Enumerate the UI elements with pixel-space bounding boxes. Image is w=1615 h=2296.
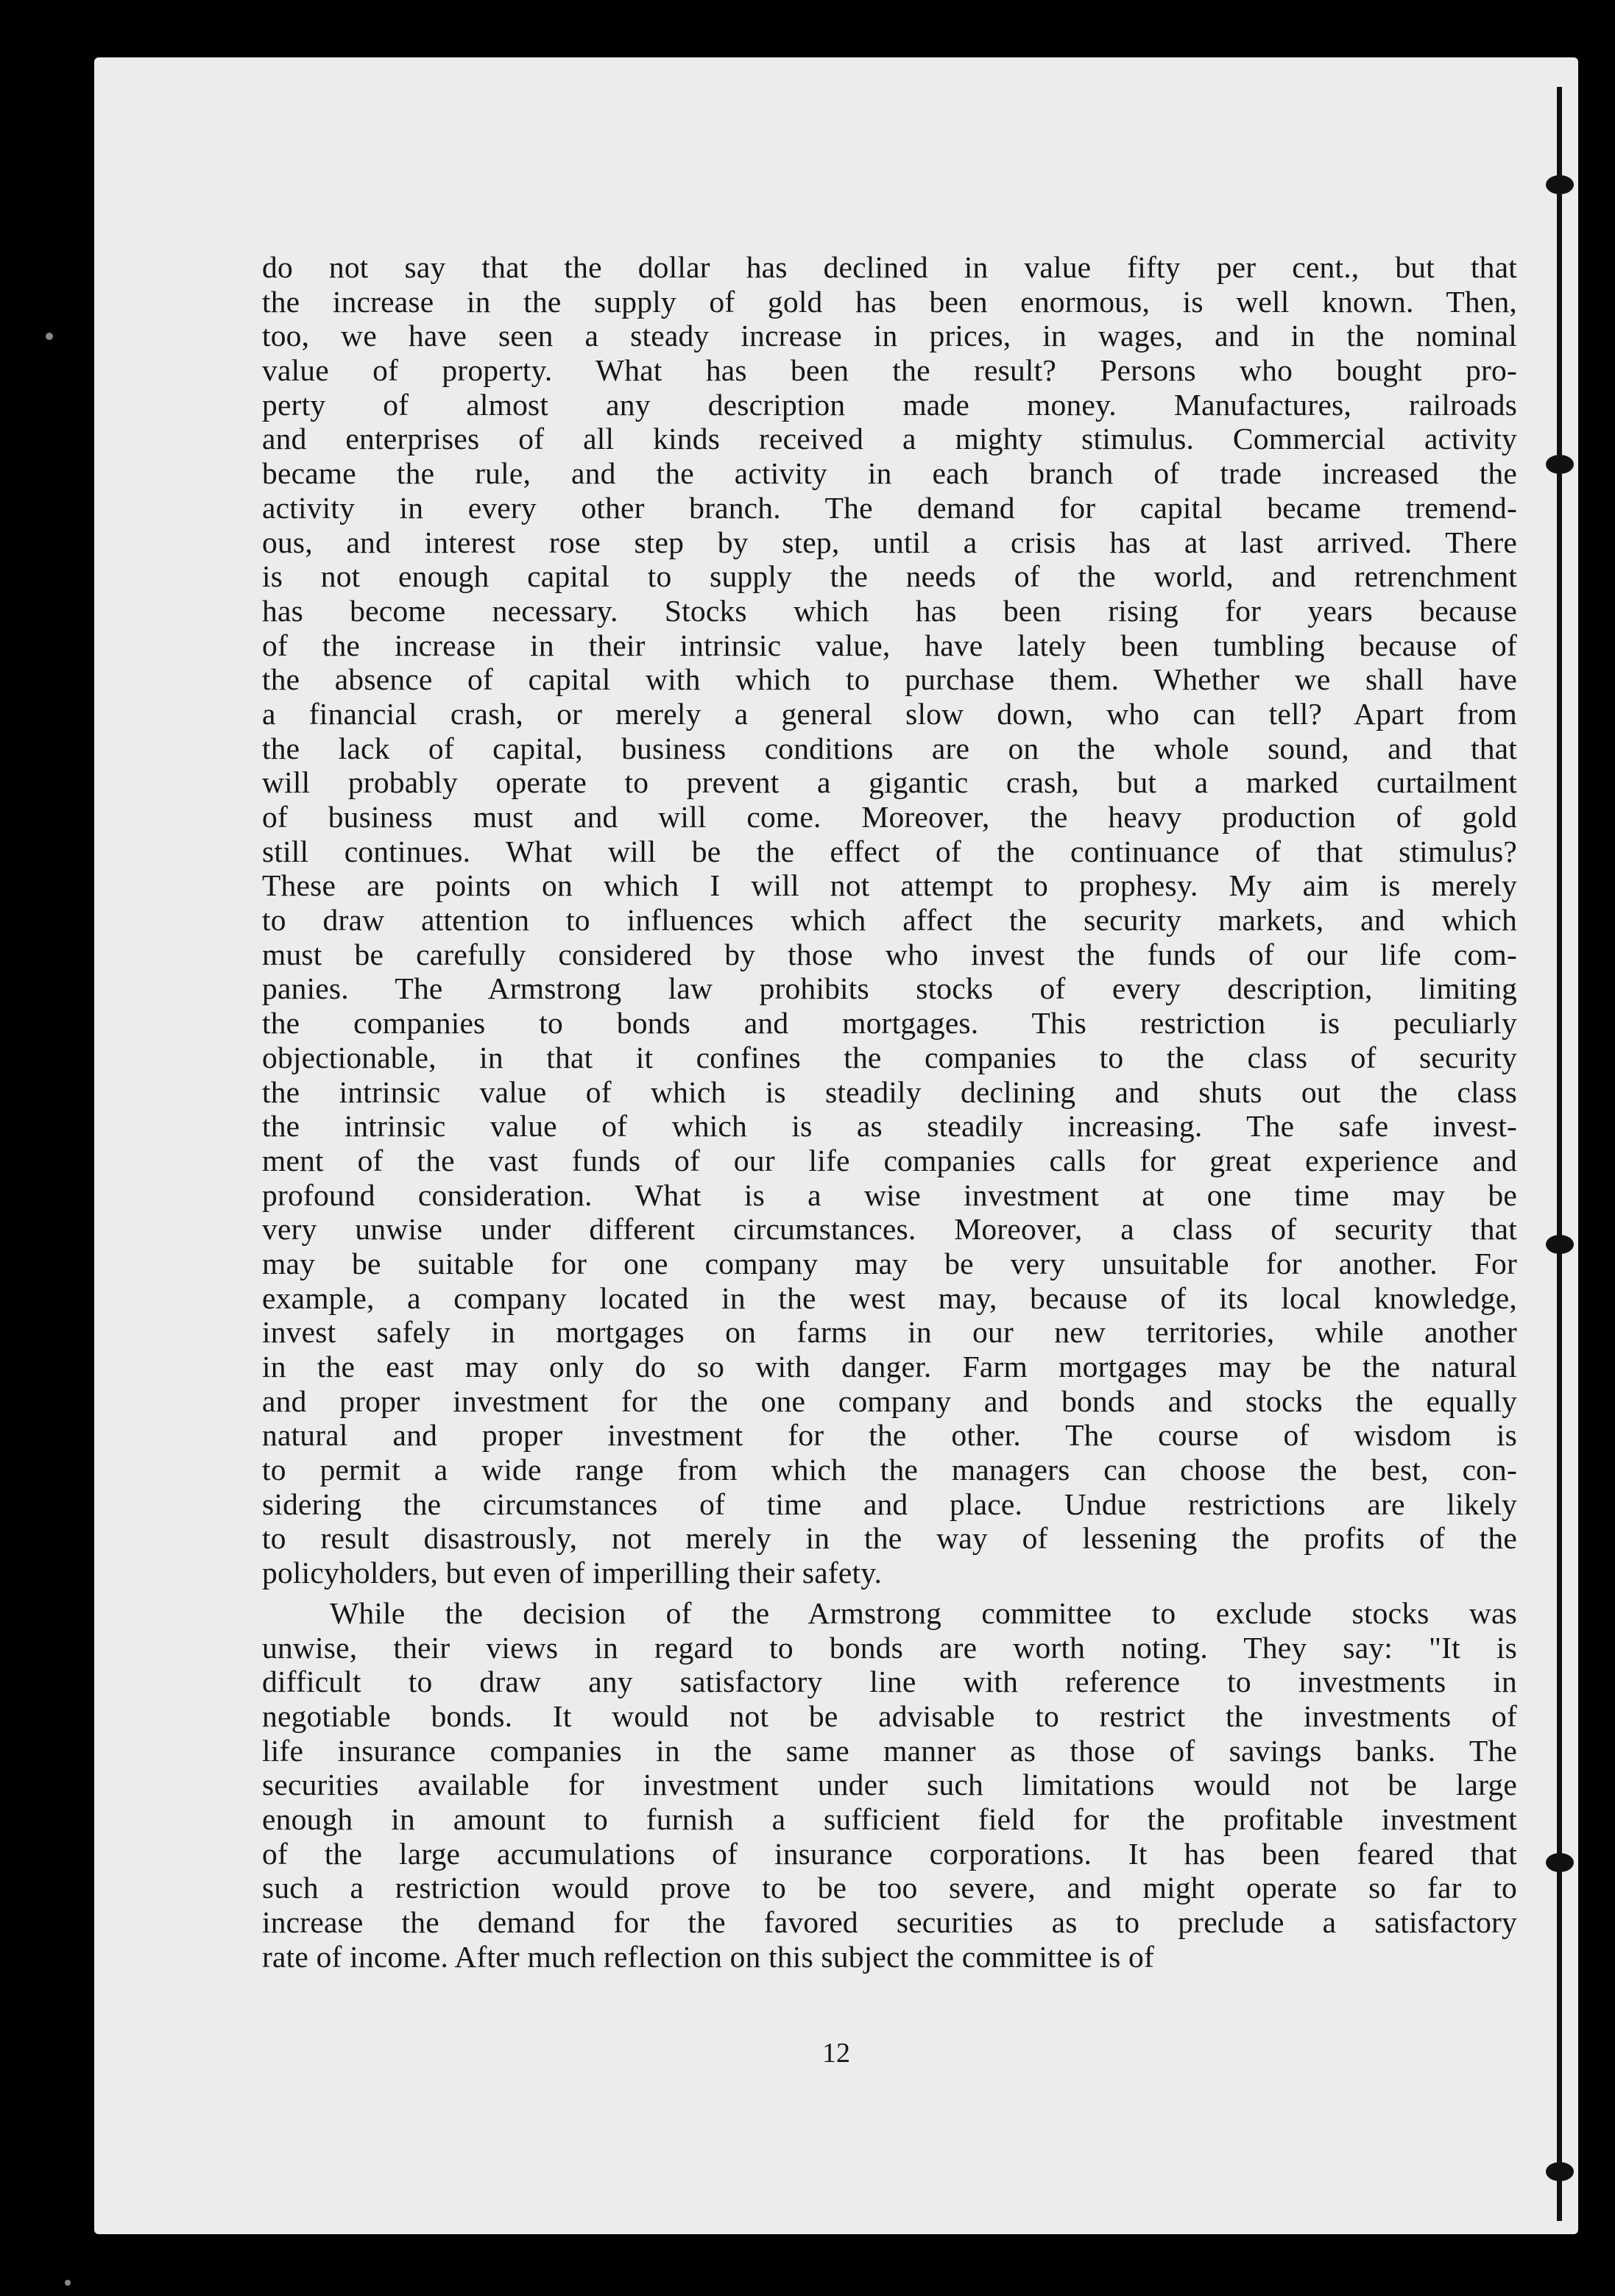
text-line: to draw attention to influences which affect the security markets, and which bbox=[262, 903, 1517, 938]
text-line: policyholders, but even of imperilling their safety. bbox=[262, 1556, 883, 1590]
text-line: do not say that the dollar has declined in value fifty per cent., but that bbox=[262, 250, 1517, 284]
binding-clip-icon bbox=[1546, 455, 1574, 474]
text-line: difficult to draw any satisfactory line with reference to investments in bbox=[262, 1665, 1517, 1699]
text-line: activity in every other branch. The demand for capital became tremend- bbox=[262, 490, 1517, 525]
text-line: the absence of capital with which to purchase them. Whether we shall have bbox=[262, 662, 1517, 697]
binding-clip-icon bbox=[1546, 1235, 1574, 1254]
text-line: to permit a wide range from which the managers can choose the best, con- bbox=[262, 1453, 1517, 1487]
scan-speck bbox=[46, 333, 53, 340]
text-line: sidering the circumstances of time and place. Undue restrictions are likely bbox=[262, 1487, 1517, 1521]
text-line: securities available for investment under such limitations would not be large bbox=[262, 1768, 1517, 1802]
body-text bbox=[262, 250, 1517, 1974]
text-line: such a restriction would prove to be too severe, and might operate so far to bbox=[262, 1871, 1517, 1905]
binding-strip bbox=[1557, 87, 1562, 2221]
text-line: life insurance companies in the same manner as those of savings banks. The bbox=[262, 1733, 1517, 1768]
text-line: and enterprises of all kinds received a mighty stimulus. Commercial activity bbox=[262, 422, 1517, 456]
text-line: While the decision of the Armstrong committee to exclude stocks was bbox=[330, 1595, 1517, 1630]
scanned-page bbox=[94, 57, 1578, 2234]
text-line: objectionable, in that it confines the companies to the class of security bbox=[262, 1040, 1517, 1074]
text-line: of the increase in their intrinsic value, have lately been tumbling because of bbox=[262, 628, 1517, 662]
text-line: has become necessary. Stocks which has been rising for years because bbox=[262, 593, 1517, 628]
text-line: profound consideration. What is a wise investment at one time may be bbox=[262, 1177, 1517, 1212]
paragraph-2 bbox=[262, 1596, 1517, 1974]
text-line: perty of almost any description made money. Manufactures, railroads bbox=[262, 387, 1517, 422]
text-line: a financial crash, or merely a general slow down, who can tell? Apart from bbox=[262, 696, 1517, 731]
text-line: unwise, their views in regard to bonds are worth noting. They say: "It is bbox=[262, 1630, 1517, 1665]
text-line: panies. The Armstrong law prohibits stocks of every description, limiting bbox=[262, 971, 1517, 1006]
text-line: invest safely in mortgages on farms in our new territories, while another bbox=[262, 1315, 1517, 1350]
text-line: increase the demand for the favored securities as to preclude a satisfactory bbox=[262, 1905, 1517, 1939]
text-line: of business must and will come. Moreover, the heavy production of gold bbox=[262, 800, 1517, 834]
page-number: 12 bbox=[822, 2038, 850, 2069]
binding-clip-icon bbox=[1546, 2162, 1574, 2181]
text-line: the intrinsic value of which is as steadily increasing. The safe invest- bbox=[262, 1109, 1517, 1144]
text-line: and proper investment for the one company and bonds and stocks the equally bbox=[262, 1383, 1517, 1418]
paragraph-1 bbox=[262, 250, 1517, 1590]
text-line: became the rule, and the activity in each branch of trade increased the bbox=[262, 456, 1517, 491]
text-line: These are points on which I will not attempt to prophesy. My aim is merely bbox=[262, 868, 1517, 903]
text-line: ment of the vast funds of our life companies calls for great experience and bbox=[262, 1143, 1517, 1177]
text-line: to result disastrously, not merely in the way of lessening the profits of the bbox=[262, 1521, 1517, 1556]
text-line: in the east may only do so with danger. Farm mortgages may be the natural bbox=[262, 1350, 1517, 1383]
scan-speck bbox=[65, 2280, 71, 2286]
binding-clip-icon bbox=[1546, 1853, 1574, 1872]
text-line: is not enough capital to supply the needs of the world, and retrenchment bbox=[262, 559, 1517, 594]
text-line: value of property. What has been the result? Persons who bought pro- bbox=[262, 353, 1517, 388]
text-line: very unwise under different circumstances. Moreover, a class of security that bbox=[262, 1212, 1517, 1247]
text-line: must be carefully considered by those who invest the funds of our life com- bbox=[262, 937, 1517, 971]
text-line: the intrinsic value of which is steadily declining and shuts out the class bbox=[262, 1074, 1517, 1109]
text-line: ous, and interest rose step by step, until a crisis has at last arrived. There bbox=[262, 525, 1517, 559]
text-line: too, we have seen a steady increase in prices, in wages, and in the nominal bbox=[262, 319, 1517, 353]
text-line: of the large accumulations of insurance corporations. It has been feared that bbox=[262, 1836, 1517, 1871]
text-line: may be suitable for one company may be very unsuitable for another. For bbox=[262, 1246, 1517, 1280]
text-line: negotiable bonds. It would not be advisable to restrict the investments of bbox=[262, 1698, 1517, 1733]
text-line: will probably operate to prevent a gigantic crash, but a marked curtailment bbox=[262, 765, 1517, 800]
text-line: rate of income. After much reflection on this subject the committee is of bbox=[262, 1939, 1154, 1974]
binding-clip-icon bbox=[1546, 175, 1574, 194]
text-line: the lack of capital, business conditions are on the whole sound, and that bbox=[262, 731, 1517, 765]
text-line: enough in amount to furnish a sufficient field for the profitable investment bbox=[262, 1801, 1517, 1836]
text-line: the increase in the supply of gold has been enormous, is well known. Then, bbox=[262, 284, 1517, 319]
text-line: still continues. What will be the effect of the continuance of that stimulus? bbox=[262, 834, 1517, 868]
text-line: the companies to bonds and mortgages. This restriction is peculiarly bbox=[262, 1006, 1517, 1041]
text-line: example, a company located in the west may, because of its local knowledge, bbox=[262, 1280, 1517, 1315]
text-line: natural and proper investment for the other. The course of wisdom is bbox=[262, 1418, 1517, 1453]
